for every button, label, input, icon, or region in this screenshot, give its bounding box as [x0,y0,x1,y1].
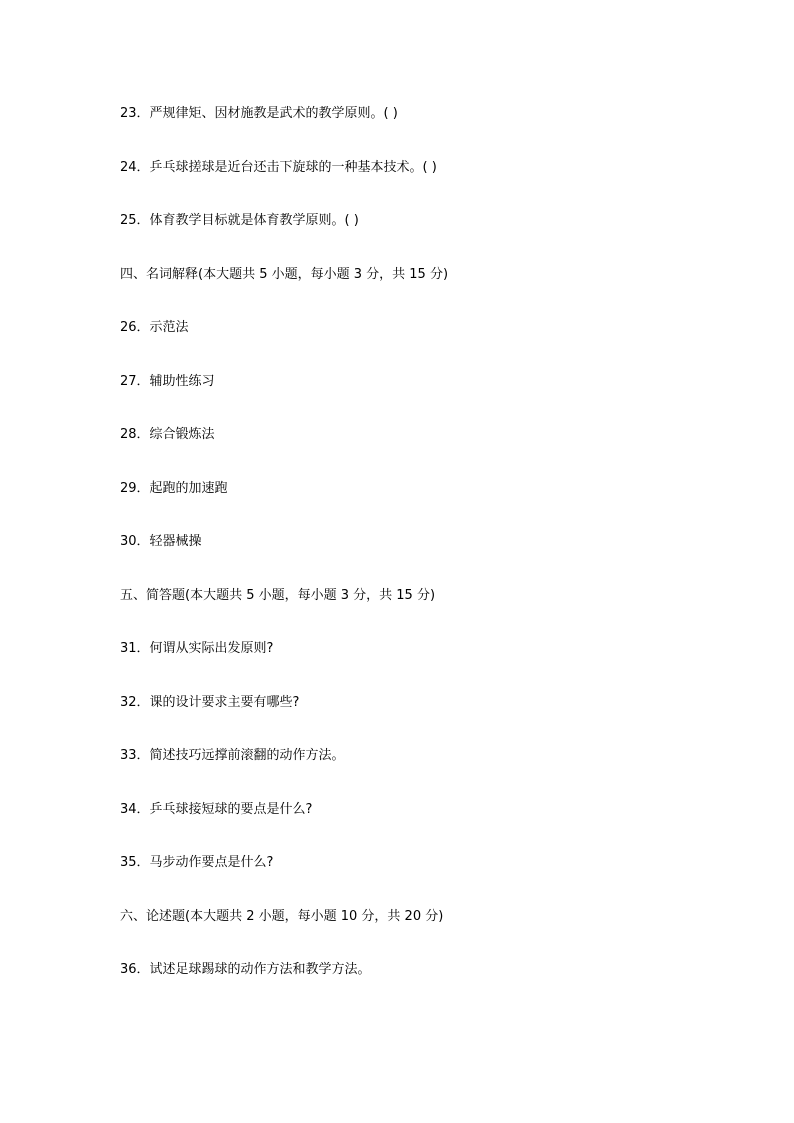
question-36-essay: 36．试述足球踢球的动作方法和教学方法。 [120,962,371,977]
question-24-true-false: 24．乒乓球搓球是近台还击下旋球的一种基本技术。( ) [120,159,437,175]
section-heading-short-answer: 五、简答题(本大题共 5 小题，每小题 3 分，共 15 分) [120,587,436,603]
question-33-short-answer: 33．简述技巧远撑前滚翻的动作方法。 [120,748,345,763]
question-28-term: 28．综合锻炼法 [120,427,215,442]
section-heading-term-definitions: 四、名词解释(本大题共 5 小题，每小题 3 分，共 15 分) [120,266,449,282]
question-34-short-answer: 34．乒乓球接短球的要点是什么? [120,801,313,817]
question-30-term: 30．轻器械操 [120,534,202,549]
question-23-true-false: 23．严规律矩、因材施教是武术的教学原则。( ) [120,106,398,121]
question-26-term: 26．示范法 [120,320,189,335]
question-29-term: 29．起跑的加速跑 [120,480,228,496]
question-25-true-false: 25．体育教学目标就是体育教学原则。( ) [120,213,359,228]
question-31-short-answer: 31．何谓从实际出发原则? [120,641,274,656]
section-heading-essay: 六、论述题(本大题共 2 小题，每小题 10 分，共 20 分) [120,908,444,924]
question-32-short-answer: 32．课的设计要求主要有哪些? [120,694,300,710]
question-35-short-answer: 35．马步动作要点是什么? [120,855,274,870]
document-content [120,105,720,1015]
question-27-term: 27．辅助性练习 [120,373,215,389]
